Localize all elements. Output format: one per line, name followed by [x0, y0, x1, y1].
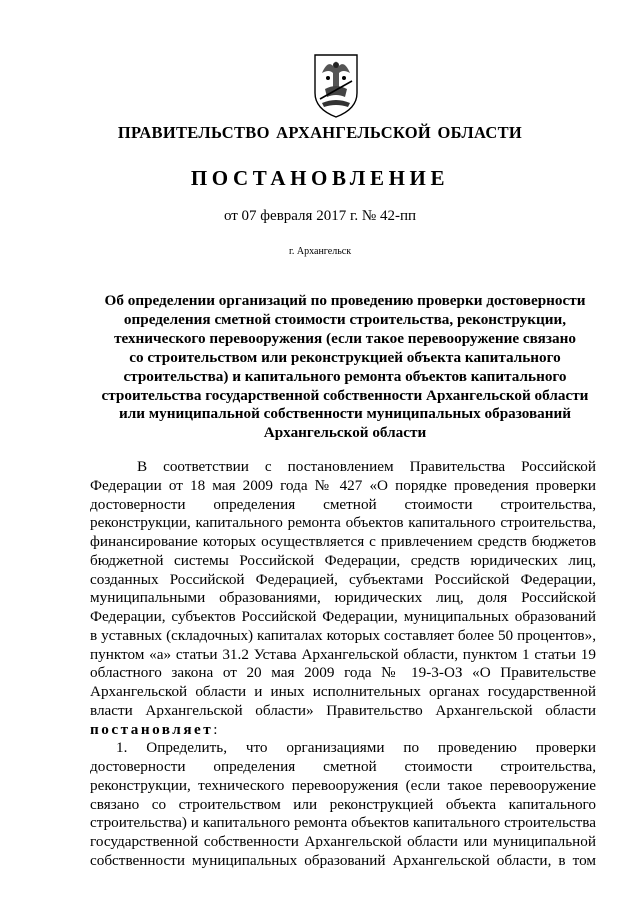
body-line: Федерации, субъектов Российской Федерации, муниципальных образований	[90, 608, 596, 625]
title-line: строительства государственной собственности Архангельской области	[101, 386, 589, 404]
resolves-word: постановляет	[90, 720, 214, 738]
body-line: реконструкции, капитального ремонта объектов капитального строительства,	[90, 514, 596, 532]
document-type: ПОСТАНОВЛЕНИЕ	[190, 166, 450, 190]
document-body	[90, 458, 596, 871]
body-line: муниципальными образованиями, юридических лиц, доля Российской	[90, 589, 596, 607]
body-line: бюджетной системы Российской Федерации, средств юридических лиц,	[90, 551, 596, 569]
item-line: государственной собственности Архангельской области или муниципальной	[90, 833, 596, 850]
body-line: пунктом «а» статьи 31.2 Устава Архангельской области, пунктом 1 статьи 19	[90, 645, 596, 663]
body-line: финансирование которых осуществляется с привлечением средств бюджетов	[90, 533, 596, 550]
body-line: Архангельской области и иных исполнительных органах государственной	[90, 683, 596, 700]
title-line: Об определении организаций по проведению проверки достоверности	[104, 292, 586, 309]
body-line: достоверности определения сметной стоимости строительства,	[90, 495, 596, 513]
title-line: со строительством или реконструкцией объекта капитального	[129, 348, 561, 366]
title-line: строительства) и капитального ремонта объектов капитального	[123, 367, 567, 385]
resolves-line	[90, 721, 596, 740]
title-line: Архангельской области	[263, 424, 427, 442]
item-line: связано со строительством или реконструкцией объекта капитального	[90, 795, 596, 813]
item-line: строительства) и капитального ремонта объектов капитального строительства	[90, 814, 596, 832]
item-line: собственности муниципальных образований Архангельской области, в том	[90, 851, 596, 869]
city: г. Архангельск	[288, 246, 352, 257]
item-line: достоверности определения сметной стоимости строительства,	[90, 758, 596, 775]
body-line: Федерации от 18 мая 2009 года № 427 «О порядке проведения проверки	[90, 476, 596, 494]
title-line: определения сметной стоимости строительства, реконструкции,	[123, 310, 567, 328]
body-line: власти Архангельской области» Правительство Архангельской области	[90, 701, 596, 719]
document-title	[90, 292, 600, 443]
coat-of-arms-emblem	[312, 53, 360, 119]
body-line: областного закона от 20 мая 2009 года № 19-3-ОЗ «О Правительстве	[90, 664, 596, 682]
title-line: технического перевооружения (если такое перевооружение связано	[114, 329, 576, 347]
organization-name: ПРАВИТЕЛЬСТВО АРХАНГЕЛЬСКОЙ ОБЛАСТИ	[117, 123, 523, 142]
item-line: 1. Определить, что организациями по проведению проверки	[116, 739, 596, 757]
body-line: созданных Российской Федерацией, субъектами Российской Федерации,	[90, 570, 596, 588]
body-line: В соответствии с постановлением Правительства Российской	[137, 458, 596, 475]
title-line: или муниципальной собственности муниципальных образований	[118, 405, 572, 423]
date-and-number: от 07 февраля 2017 г. № 42-пп	[223, 208, 417, 224]
resolves-colon: :	[213, 720, 218, 738]
item-line: реконструкции, технического перевооружения (если такое перевооружение	[90, 776, 596, 794]
body-line: в уставных (складочных) капиталах которых составляет более 50 процентов»,	[90, 626, 596, 644]
